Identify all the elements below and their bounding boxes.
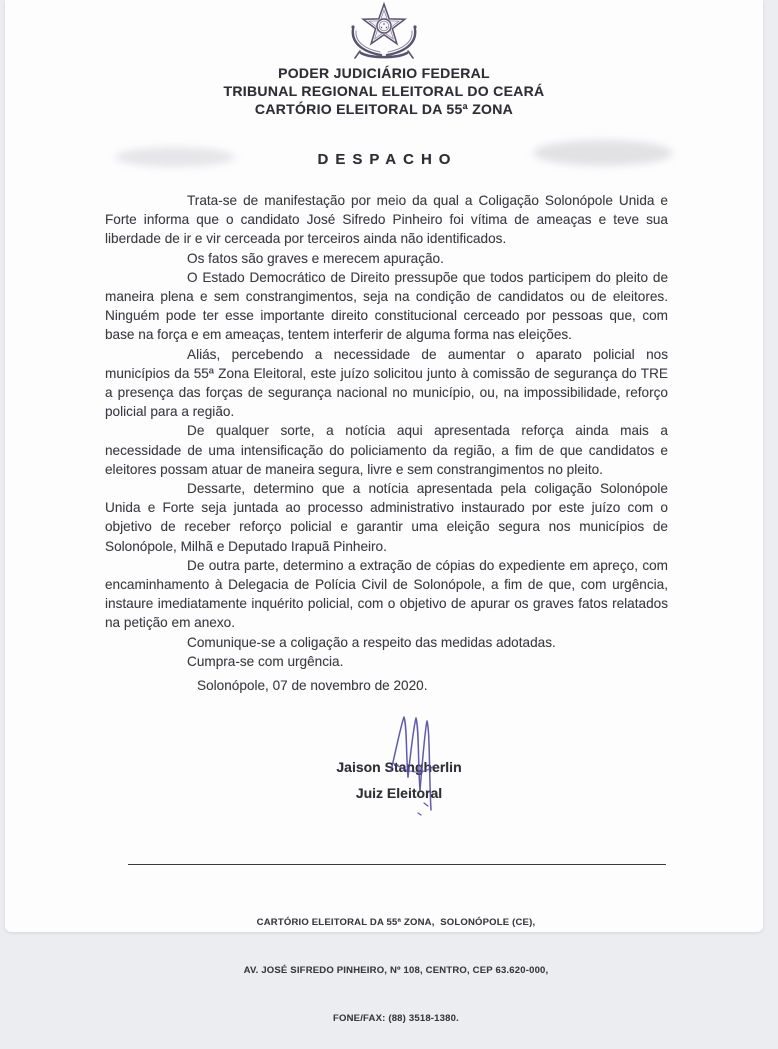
paragraph: De outra parte, determino a extração de cópias do expediente em apreço, com encaminhamento à Delegacia de Polícia Civil de Solonópole, a fim de que, com urgência, instaure imediatamente inquérito policial, com o objetivo de apurar os graves fatos relatados na petição em anexo. xyxy=(105,557,668,631)
paragraph: Comunique-se a coligação a respeito das medidas adotadas. xyxy=(187,634,556,650)
paragraph: De qualquer sorte, a notícia aqui apresentada reforça ainda mais a necessidade de uma intensificação do policiamento da região, a fim de que candidatos e eleitores possam atuar de maneira segura, livre e sem constrangimentos no pleito. xyxy=(105,423,668,477)
signature-block xyxy=(20,759,778,859)
signatory-role: Juiz Eleitoral xyxy=(355,785,443,802)
paragraph: Cumpra-se com urgência. xyxy=(187,653,344,669)
date-line: Solonópole, 07 de novembro de 2020. xyxy=(197,678,428,694)
footer-line: CARTÓRIO ELEITORAL DA 55ª ZONA, SOLONÓPOLE (CE), xyxy=(256,917,536,928)
handwritten-signature-icon xyxy=(389,713,459,818)
footer-line: FONE/FAX: (88) 3518-1380. xyxy=(333,1013,459,1024)
paragraph: Dessarte, determino que a notícia apresentada pela coligação Solonópole Unida e Forte seja juntada ao processo administrativo instaurado por este juízo com o objetivo de receber reforço policial e garantir uma eleição segura nos municípios de Solonópole, Milhã e Deputado Irapuã Pinheiro. xyxy=(105,481,668,554)
paragraph: Trata-se de manifestação por meio da qual a Coligação Solonópole Unida e Forte informa que o candidato José Sifredo Pinheiro foi vítima de ameaças e teve sua liberdade de ir e vir cerceada por terceiros ainda não identificados. xyxy=(105,193,668,247)
scanned-document-page xyxy=(5,0,763,1024)
document-title: DESPACHO xyxy=(317,151,458,168)
letterhead xyxy=(5,64,763,118)
coat-of-arms-icon xyxy=(339,1,429,61)
paragraph: Os fatos são graves e merecem apuração. xyxy=(187,250,444,266)
footer xyxy=(5,864,763,1049)
letterhead-line: PODER JUDICIÁRIO FEDERAL xyxy=(278,65,490,81)
paragraph: Aliás, percebendo a necessidade de aumentar o aparato policial nos municípios da 55ª Zona Eleitoral, este juízo solicitou junto à comissão de segurança do TRE a presença das forças de segurança nacional no município, ou, na impossibilidade, reforço policial para a região. xyxy=(105,346,668,420)
footer-line: AV. JOSÉ SIFREDO PINHEIRO, Nº 108, CENTRO, CEP 63.620-000, xyxy=(243,965,549,976)
footer-address xyxy=(17,869,775,1049)
letterhead-line: CARTÓRIO ELEITORAL DA 55ª ZONA xyxy=(254,101,514,117)
footer-divider xyxy=(128,864,666,865)
signatory-name: Jaison Stangherlin xyxy=(336,759,462,776)
letterhead-line: TRIBUNAL REGIONAL ELEITORAL DO CEARÁ xyxy=(223,83,545,99)
document-body xyxy=(105,191,668,695)
body-paragraphs xyxy=(105,191,668,671)
paragraph: O Estado Democrático de Direito pressupõe que todos participem do pleito de maneira plena e sem constrangimentos, seja na condição de candidatos ou de eleitores. Ninguém pode ter esse importante direito constitucional cerceado por pessoas que, com base na força e em ameaças, tentem interferir de alguma forma nas eleições. xyxy=(105,269,668,343)
